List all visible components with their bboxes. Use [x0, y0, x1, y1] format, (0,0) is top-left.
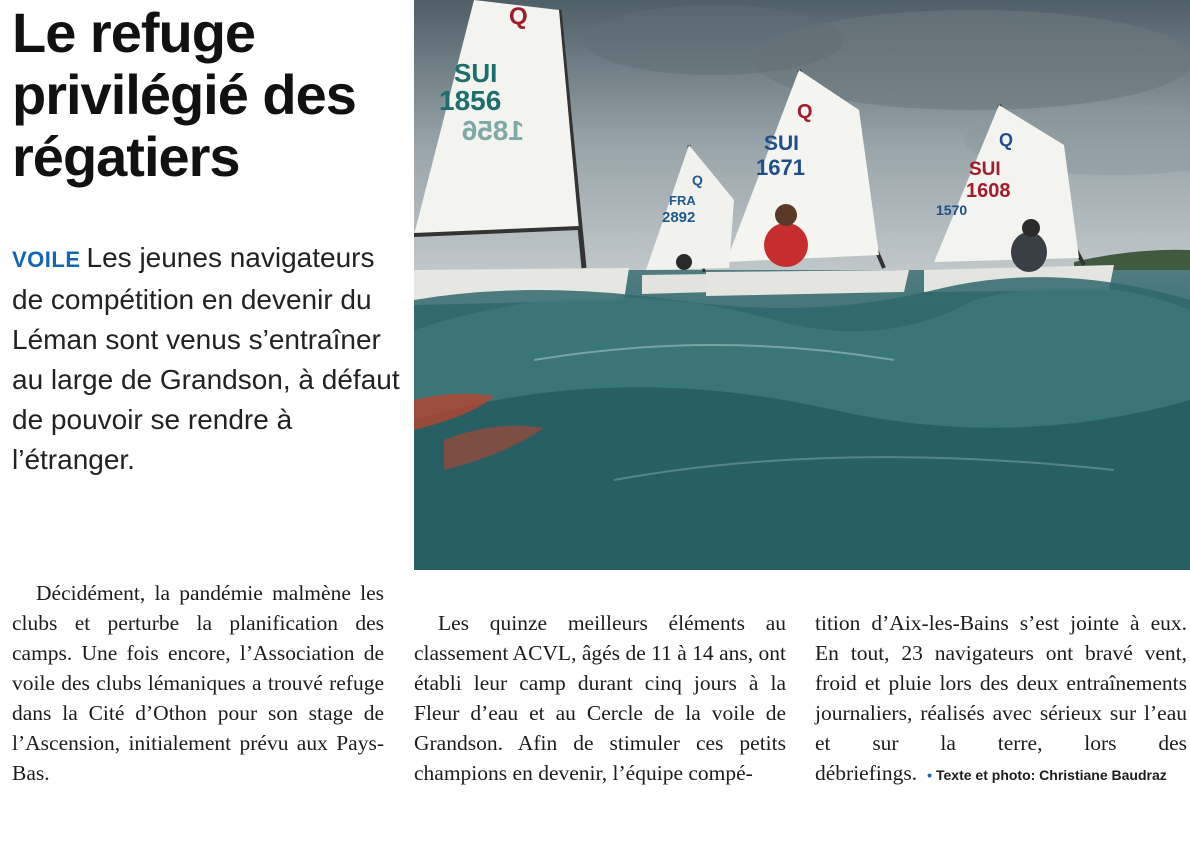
article-lede	[12, 238, 407, 480]
sail-1-country: SUI	[454, 58, 498, 88]
sail-5-number: 1570	[936, 202, 968, 218]
sail-3-country: SUI	[764, 132, 800, 155]
sail-3-letter: Q	[797, 101, 813, 123]
cloud	[584, 5, 844, 75]
text-column-1	[12, 578, 384, 788]
column-2-paragraph: Les quinze meilleurs éléments au classement ACVL, âgés de 11 à 14 ans, ont établi leur camp durant cinq jours à la Fleur d’eau et au Cercle de la voile de Grandson. Afin de stimuler ces petits champions en devenir, l’équipe compé-	[414, 611, 786, 785]
column-1-paragraph: Décidément, la pandémie malmène les clubs et perturbe la planification des camps. Une fois encore, l’Association de voile des clubs lémaniques a trouvé refuge dans la Cité d’Othon pour son stage de l’Ascension, initialement prévu aux Pays-Bas.	[12, 581, 384, 785]
credit-bullet: •	[927, 767, 932, 783]
sail-4-number: 1608	[966, 180, 1011, 202]
sail-1-number-mirror: 1856	[461, 115, 524, 146]
photo-credit	[917, 767, 1167, 783]
sail-4-letter: Q	[999, 130, 1014, 150]
credit-text: Texte et photo: Christiane Baudraz	[936, 767, 1167, 783]
sail-1-number: 1856	[439, 85, 502, 116]
text-column-2	[414, 608, 786, 788]
section-kicker: VOILE	[12, 247, 81, 272]
sail-2-letter: Q	[692, 172, 703, 188]
column-3-paragraph	[815, 608, 1187, 790]
lede-text: Les jeunes navigateurs de compétition en devenir du Léman sont venus s’entraîner au large de Grandson, à défaut de pouvoir se rendre à l’étranger.	[12, 242, 400, 475]
text-column-3	[815, 608, 1187, 790]
sail-1-letter: Q	[509, 3, 528, 30]
sail-2-country: FRA	[669, 193, 696, 208]
sail-4-country: SUI	[969, 159, 1001, 180]
sailing-photo-illustration	[414, 0, 1190, 570]
sail-3-number: 1671	[756, 155, 805, 180]
article-headline: Le refuge privilégié des régatiers	[12, 1, 356, 188]
article-photo	[414, 0, 1190, 570]
sail-2-number: 2892	[662, 209, 696, 226]
column-3-text: tition d’Aix-les-Bains s’est jointe à eux. En tout, 23 navigateurs ont bravé vent, froid et pluie lors des deux entraînements journaliers, réalisés avec sérieux sur l’eau et sur la terre, lors des débriefings.	[815, 611, 1187, 785]
